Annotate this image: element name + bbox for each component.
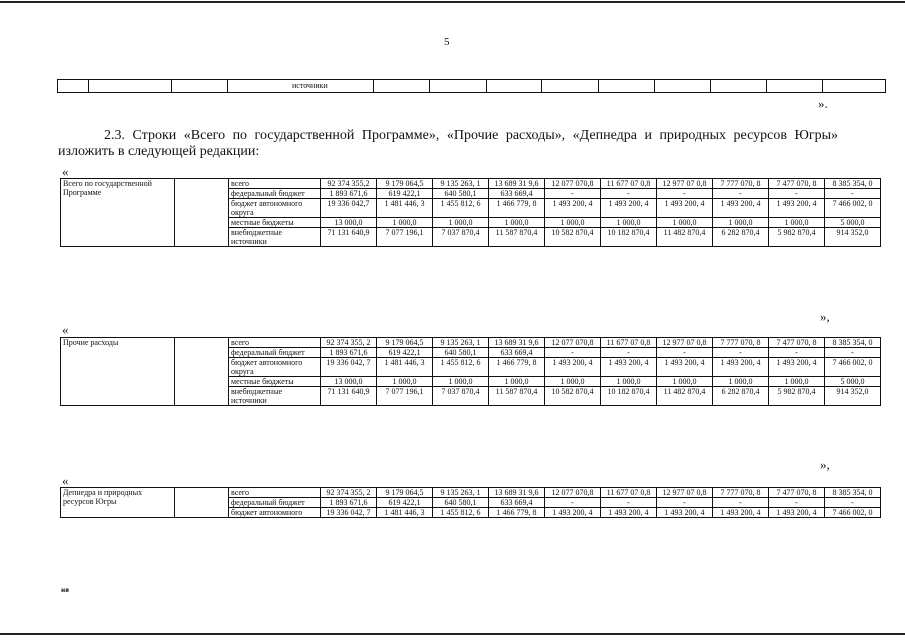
amount-cell: 92 374 355,2 <box>321 179 377 189</box>
remnant-divider <box>541 80 542 92</box>
funding-source-cell: федеральный бюджет <box>229 348 321 358</box>
remnant-divider <box>654 80 655 92</box>
amount-cell: 13 689 31 9,6 <box>489 179 545 189</box>
amount-cell: 9 135 263, 1 <box>433 338 489 348</box>
table-row <box>61 179 881 189</box>
amount-cell: 12 977 07 0,8 <box>657 338 713 348</box>
table-row <box>61 338 881 348</box>
amount-cell: 1 000,0 <box>433 218 489 228</box>
amount-cell: 12 977 07 0,8 <box>657 179 713 189</box>
amount-cell: 1 493 200, 4 <box>769 199 825 218</box>
budget-table-total <box>60 178 881 247</box>
amount-cell: 71 131 640,9 <box>321 387 377 406</box>
paragraph-text: 2.3. Строки «Всего по государственной Программе», «Прочие расходы», «Депнедра и природных ресурсов Югры» изложить в следующей редакции: <box>58 128 838 159</box>
scan-footnote: ня <box>61 587 69 594</box>
scan-top-edge <box>0 1 905 3</box>
amount-cell: 640 580,1 <box>433 189 489 199</box>
program-title-cell: Всего по государственной Программе <box>61 179 175 247</box>
amount-cell: 10 182 870,4 <box>601 387 657 406</box>
remnant-divider <box>598 80 599 92</box>
program-title-cell: Прочие расходы <box>61 338 175 406</box>
amount-cell: - <box>713 498 769 508</box>
amount-cell: - <box>657 498 713 508</box>
amount-cell: 11 482 870,4 <box>657 228 713 247</box>
amount-cell: 19 336 042, 7 <box>321 508 377 518</box>
funding-source-cell: всего <box>229 179 321 189</box>
opening-quote-mark: « <box>62 322 69 337</box>
closing-quote-mark: ». <box>818 96 828 111</box>
closing-quote-mark: », <box>820 309 830 324</box>
amount-cell: 1 000,0 <box>713 218 769 228</box>
amount-cell: - <box>545 189 601 199</box>
funding-source-cell: всего <box>229 338 321 348</box>
funding-source-cell: федеральный бюджет <box>229 498 321 508</box>
amount-cell: 1 493 200, 4 <box>713 199 769 218</box>
remnant-divider <box>171 80 172 92</box>
amount-cell: - <box>601 189 657 199</box>
amount-cell: 7 477 070, 8 <box>769 488 825 498</box>
amount-cell: 1 493 200, 4 <box>545 199 601 218</box>
amount-cell: 5 982 870,4 <box>769 387 825 406</box>
amount-cell: 640 580,1 <box>433 348 489 358</box>
funding-source-cell: внебюджетные источники <box>229 228 321 247</box>
amount-cell: 1 493 200, 4 <box>657 358 713 377</box>
amount-cell: 1 000,0 <box>769 218 825 228</box>
amount-cell: 13 689 31 9,6 <box>489 338 545 348</box>
funding-source-cell: местные бюджеты <box>229 377 321 387</box>
amount-cell: 13 000,0 <box>321 218 377 228</box>
amount-cell: - <box>657 189 713 199</box>
amount-cell: 914 352,0 <box>825 387 881 406</box>
amount-cell: 10 582 870,4 <box>545 387 601 406</box>
amount-cell: 1 481 446, 3 <box>377 508 433 518</box>
budget-table-depnedra <box>60 487 881 518</box>
amount-cell: 1 893 671,6 <box>321 498 377 508</box>
remnant-divider <box>373 80 374 92</box>
remnant-divider <box>766 80 767 92</box>
empty-cell <box>175 179 229 247</box>
amount-cell: 1 466 779, 8 <box>489 508 545 518</box>
funding-source-cell: бюджет автономного округа <box>229 199 321 218</box>
amount-cell: 13 689 31 9,6 <box>489 488 545 498</box>
amount-cell: 8 385 354, 0 <box>825 488 881 498</box>
page-number: 5 <box>444 36 450 48</box>
amount-cell: 9 179 064,5 <box>377 338 433 348</box>
amount-cell: 1 493 200, 4 <box>713 508 769 518</box>
remnant-divider <box>822 80 823 92</box>
amount-cell: 12 077 070,8 <box>545 179 601 189</box>
amount-cell: 1 481 446, 3 <box>377 199 433 218</box>
amount-cell: 1 493 200, 4 <box>601 358 657 377</box>
amount-cell: 1 493 200, 4 <box>713 358 769 377</box>
amount-cell: 1 481 446, 3 <box>377 358 433 377</box>
amount-cell: - <box>825 189 881 199</box>
amount-cell: 1 493 200, 4 <box>657 199 713 218</box>
remnant-divider <box>429 80 430 92</box>
amount-cell: 1 000,0 <box>489 377 545 387</box>
amount-cell: 9 135 263, 1 <box>433 488 489 498</box>
amount-cell: 633 669,4 <box>489 189 545 199</box>
amount-cell: 1 455 812, 6 <box>433 358 489 377</box>
amount-cell: 1 493 200, 4 <box>545 358 601 377</box>
amount-cell: 9 179 064,5 <box>377 179 433 189</box>
amount-cell: 1 466 779, 8 <box>489 358 545 377</box>
amount-cell: 19 336 042,7 <box>321 199 377 218</box>
closing-quote-mark: », <box>820 457 830 472</box>
empty-cell <box>175 488 229 518</box>
opening-quote-mark: « <box>62 473 69 488</box>
amount-cell: 1 455 812, 6 <box>433 199 489 218</box>
amount-cell: 1 000,0 <box>601 218 657 228</box>
previous-table-remnant <box>57 79 886 93</box>
funding-source-cell: местные бюджеты <box>229 218 321 228</box>
amount-cell: 7 037 870,4 <box>433 387 489 406</box>
amount-cell: 633 669,4 <box>489 348 545 358</box>
amount-cell: 1 493 200, 4 <box>657 508 713 518</box>
amount-cell: 7 077 196,1 <box>377 228 433 247</box>
amount-cell: 1 000,0 <box>377 218 433 228</box>
amount-cell: 11 587 870,4 <box>489 387 545 406</box>
amount-cell: - <box>769 348 825 358</box>
amount-cell: 1 000,0 <box>489 218 545 228</box>
amount-cell: 7 477 070, 8 <box>769 179 825 189</box>
amount-cell: 8 385 354, 0 <box>825 338 881 348</box>
funding-source-cell: бюджет автономного <box>229 508 321 518</box>
amount-cell: 7 777 070, 8 <box>713 179 769 189</box>
amount-cell: - <box>769 189 825 199</box>
amount-cell: 914 352,0 <box>825 228 881 247</box>
amount-cell: 11 587 870,4 <box>489 228 545 247</box>
amount-cell: 1 493 200, 4 <box>601 199 657 218</box>
amount-cell: 9 135 263, 1 <box>433 179 489 189</box>
remnant-label: источники <box>292 81 328 90</box>
amount-cell: 1 000,0 <box>657 218 713 228</box>
amount-cell: 1 000,0 <box>713 377 769 387</box>
amount-cell: 7 477 070, 8 <box>769 338 825 348</box>
amount-cell: 11 482 870,4 <box>657 387 713 406</box>
amount-cell: 1 000,0 <box>769 377 825 387</box>
amount-cell: - <box>713 189 769 199</box>
funding-source-cell: всего <box>229 488 321 498</box>
amount-cell: 7 466 002, 0 <box>825 199 881 218</box>
amount-cell: 5 982 870,4 <box>769 228 825 247</box>
amount-cell: 1 000,0 <box>545 218 601 228</box>
amount-cell: 9 179 064,5 <box>377 488 433 498</box>
amount-cell: 6 282 870,4 <box>713 387 769 406</box>
amount-cell: 19 336 042, 7 <box>321 358 377 377</box>
funding-source-cell: федеральный бюджет <box>229 189 321 199</box>
amount-cell: 1 000,0 <box>657 377 713 387</box>
amount-cell: - <box>769 498 825 508</box>
amount-cell: 1 493 200, 4 <box>545 508 601 518</box>
amount-cell: 1 493 200, 4 <box>769 358 825 377</box>
amount-cell: 7 777 070, 8 <box>713 488 769 498</box>
amount-cell: - <box>825 348 881 358</box>
amount-cell: 633 669,4 <box>489 498 545 508</box>
amount-cell: 10 182 870,4 <box>601 228 657 247</box>
amount-cell: 1 893 671,6 <box>321 348 377 358</box>
remnant-divider <box>710 80 711 92</box>
empty-cell <box>175 338 229 406</box>
amount-cell: 7 777 070, 8 <box>713 338 769 348</box>
amount-cell: 619 422,1 <box>377 498 433 508</box>
amount-cell: 640 580,1 <box>433 498 489 508</box>
amount-cell: 11 677 07 0,8 <box>601 179 657 189</box>
amount-cell: 12 977 07 0,8 <box>657 488 713 498</box>
amount-cell: - <box>713 348 769 358</box>
scan-bottom-edge <box>0 633 905 635</box>
amount-cell: 92 374 355, 2 <box>321 488 377 498</box>
remnant-divider <box>486 80 487 92</box>
amount-cell: 12 077 070,8 <box>545 338 601 348</box>
remnant-divider <box>227 80 228 92</box>
amendment-paragraph <box>58 128 838 160</box>
budget-table-other-expenses <box>60 337 881 406</box>
amount-cell: 619 422,1 <box>377 348 433 358</box>
amount-cell: 6 282 870,4 <box>713 228 769 247</box>
amount-cell: 1 493 200, 4 <box>769 508 825 518</box>
amount-cell: 8 385 354, 0 <box>825 179 881 189</box>
amount-cell: 12 077 070,8 <box>545 488 601 498</box>
amount-cell: 13 000,0 <box>321 377 377 387</box>
amount-cell: - <box>601 498 657 508</box>
amount-cell: 7 037 870,4 <box>433 228 489 247</box>
opening-quote-mark: « <box>62 164 69 179</box>
remnant-divider <box>88 80 89 92</box>
amount-cell: 11 677 07 0,8 <box>601 338 657 348</box>
amount-cell: - <box>545 348 601 358</box>
amount-cell: - <box>601 348 657 358</box>
amount-cell: 7 466 002, 0 <box>825 508 881 518</box>
amount-cell: 1 455 812, 6 <box>433 508 489 518</box>
amount-cell: 1 493 200, 4 <box>601 508 657 518</box>
amount-cell: - <box>657 348 713 358</box>
amount-cell: 5 000,0 <box>825 218 881 228</box>
amount-cell: - <box>825 498 881 508</box>
amount-cell: 1 000,0 <box>377 377 433 387</box>
funding-source-cell: бюджет автономного округа <box>229 358 321 377</box>
amount-cell: 11 677 07 0,8 <box>601 488 657 498</box>
amount-cell: 1 000,0 <box>433 377 489 387</box>
amount-cell: - <box>545 498 601 508</box>
amount-cell: 5 000,0 <box>825 377 881 387</box>
funding-source-cell: внебюджетные источники <box>229 387 321 406</box>
amount-cell: 1 000,0 <box>545 377 601 387</box>
program-title-cell: Депнедра и природных ресурсов Югры <box>61 488 175 518</box>
amount-cell: 7 466 002, 0 <box>825 358 881 377</box>
amount-cell: 10 582 870,4 <box>545 228 601 247</box>
amount-cell: 1 000,0 <box>601 377 657 387</box>
amount-cell: 1 466 779, 8 <box>489 199 545 218</box>
table-row <box>61 488 881 498</box>
amount-cell: 7 077 196,1 <box>377 387 433 406</box>
amount-cell: 1 893 671,6 <box>321 189 377 199</box>
amount-cell: 92 374 355, 2 <box>321 338 377 348</box>
amount-cell: 71 131 640,9 <box>321 228 377 247</box>
amount-cell: 619 422,1 <box>377 189 433 199</box>
